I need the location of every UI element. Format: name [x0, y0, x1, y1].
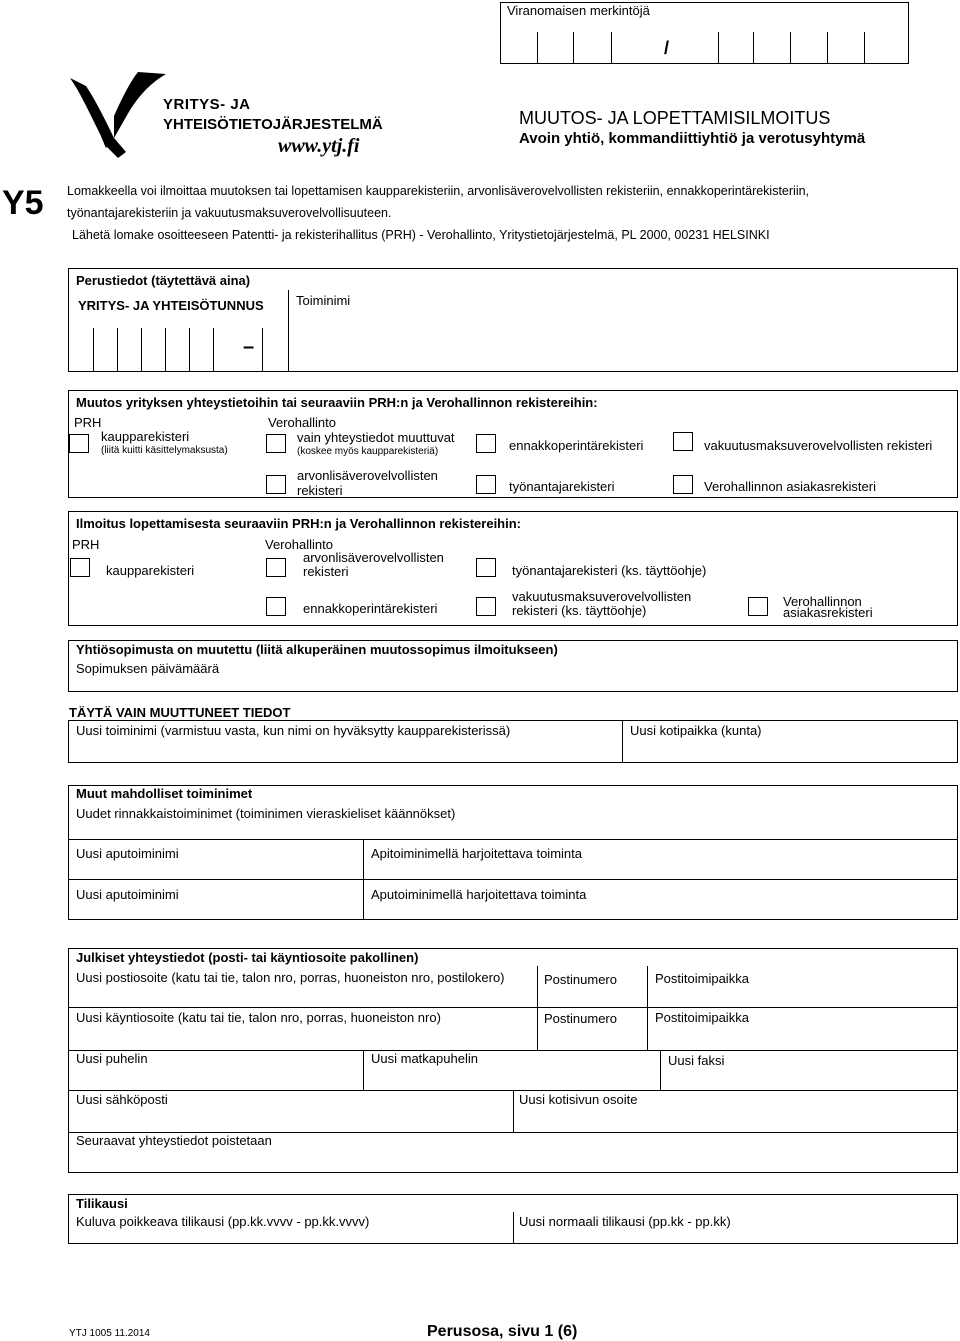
end-alv-label-line1: arvonlisäverovelvollisten: [303, 550, 444, 565]
change-contact-only-checkbox[interactable]: [266, 434, 286, 453]
exceptional-period-label: Kuluva poikkeava tilikausi (pp.kk.vvvv - pp.kk.vvvv): [76, 1214, 370, 1229]
end-vakuutus-checkbox[interactable]: [476, 597, 496, 616]
basic-info-heading: Perustiedot (täytettävä aina): [76, 273, 251, 288]
official-slash: /: [664, 38, 670, 58]
ytj-logo-mark: [68, 72, 168, 162]
change-asiakas-checkbox[interactable]: [673, 475, 693, 494]
official-divider: [537, 32, 538, 64]
business-id-label: YRITYS- JA YHTEISÖTUNNUS: [78, 298, 264, 313]
removed-contacts-label: Seuraavat yhteystiedot poistetaan: [76, 1133, 272, 1148]
change-asiakas-label: Verohallinnon asiakasrekisteri: [704, 479, 876, 494]
email-label: Uusi sähköposti: [76, 1092, 168, 1107]
end-ennakko-label: ennakkoperintärekisteri: [303, 601, 438, 616]
id-digit-divider: [117, 328, 118, 372]
intro-address: Lähetä lomake osoitteeseen Patentti- ja rekisterihallitus (PRH) - Verohallinto, Yritystietojärjestelmä, PL 2000, 00231 HELSINKI: [72, 228, 770, 242]
business-id-input[interactable]: [69, 328, 288, 372]
contact-heading: Julkiset yhteystiedot (posti- tai käyntiosoite pakollinen): [76, 950, 419, 965]
company-name-input[interactable]: [289, 310, 957, 371]
fax-label: Uusi faksi: [668, 1053, 725, 1068]
logo-line1: YRITYS- JA: [163, 96, 251, 113]
end-alv-checkbox[interactable]: [266, 558, 286, 577]
website-label: Uusi kotisivun osoite: [519, 1092, 638, 1107]
end-tyonantaja-checkbox[interactable]: [476, 558, 496, 577]
id-digit-divider: [141, 328, 142, 372]
id-digit-divider: [262, 328, 263, 372]
parallel-names-label: Uudet rinnakkaistoiminimet (toiminimen vieraskieliset käännökset): [76, 806, 456, 821]
id-digit-divider: [213, 328, 214, 372]
postal-code-label: Postinumero: [544, 972, 617, 987]
aux-name-2-label: Uusi aputoiminimi: [76, 887, 179, 902]
end-vakuutus-label-line1: vakuutusmaksuverovelvollisten: [512, 589, 692, 604]
change-ennakko-label: ennakkoperintärekisteri: [509, 438, 644, 453]
visit-address-label: Uusi käyntiosoite (katu tai tie, talon nro, porras, huoneiston nro): [76, 1010, 441, 1025]
changes-prh-label: PRH: [74, 415, 102, 430]
id-digit-divider: [189, 328, 190, 372]
logo-line2: YHTEISÖTIETOJÄRJESTELMÄ: [163, 116, 383, 133]
change-vakuutus-label: vakuutusmaksuverovelvollisten rekisteri: [704, 438, 933, 453]
intro-line1: Lomakkeella voi ilmoittaa muutoksen tai lopettamisen kaupparekisteriin, arvonlisäverovelvollisten rekisteriin, ennakkoperintärekisteriin,: [67, 184, 810, 198]
postal-city-label: Postitoimipaikka: [655, 971, 749, 986]
change-contact-only-note: (koskee myös kaupparekisteriä): [297, 446, 439, 457]
intro-line2: työnantajarekisteriin ja vakuutusmaksuverovelvollisuuteen.: [67, 206, 392, 220]
end-asiakas-label-line1: Verohallinnon: [783, 594, 862, 609]
aux-activity-2-label: Aputoiminimellä harjoitettava toiminta: [371, 887, 587, 902]
logo-url: www.ytj.fi: [278, 135, 360, 157]
id-digit-divider: [165, 328, 166, 372]
footer-code: YTJ 1005 11.2014: [69, 1328, 150, 1339]
change-contact-only-label: vain yhteystiedot muuttuvat: [297, 430, 455, 445]
end-kaupparekisteri-label: kaupparekisteri: [106, 563, 195, 578]
phone-label: Uusi puhelin: [76, 1051, 148, 1066]
aux-name-1-label: Uusi aputoiminimi: [76, 846, 179, 861]
official-divider: [827, 32, 828, 64]
official-divider: [753, 32, 754, 64]
termination-vero-label: Verohallinto: [265, 537, 333, 552]
end-kaupparekisteri-checkbox[interactable]: [70, 558, 90, 577]
normal-period-label: Uusi normaali tilikausi (pp.kk - pp.kk): [519, 1214, 731, 1229]
end-asiakas-label-line2: asiakasrekisteri: [783, 605, 873, 620]
aux-activity-1-label: Apitoiminimellä harjoitettava toiminta: [371, 846, 582, 861]
changes-vero-label: Verohallinto: [268, 415, 336, 430]
business-id-dash: –: [243, 336, 255, 358]
postal-address-label: Uusi postiosoite (katu tai tie, talon nro, porras, huoneiston nro, postilokero): [76, 970, 505, 985]
official-divider: [718, 32, 719, 64]
visit-code-label: Postinumero: [544, 1011, 617, 1026]
official-divider: [573, 32, 574, 64]
end-alv-label-line2: rekisteri: [303, 564, 349, 579]
end-asiakas-checkbox[interactable]: [748, 597, 768, 616]
change-alv-checkbox[interactable]: [266, 475, 286, 494]
change-kaupparekisteri-label: kaupparekisteri: [101, 429, 190, 444]
official-markings-label: Viranomaisen merkintöjä: [507, 3, 650, 18]
end-ennakko-checkbox[interactable]: [266, 597, 286, 616]
id-digit-divider: [93, 328, 94, 372]
official-divider: [864, 32, 865, 64]
company-name-label: Toiminimi: [296, 293, 351, 308]
new-name-label: Uusi toiminimi (varmistuu vasta, kun nimi on hyväksytty kaupparekisterissä): [76, 723, 511, 738]
form-code: Y5: [2, 184, 44, 222]
termination-heading: Ilmoitus lopettamisesta seuraaviin PRH:n ja Verohallinnon rekistereihin:: [76, 516, 522, 531]
change-tyonantaja-label: työnantajarekisteri: [509, 479, 615, 494]
agreement-heading: Yhtiösopimusta on muutettu (liitä alkuperäinen muutossopimus ilmoitukseen): [76, 642, 558, 657]
change-kaupparekisteri-checkbox[interactable]: [69, 434, 89, 453]
change-vakuutus-checkbox[interactable]: [673, 432, 693, 451]
end-tyonantaja-label: työnantajarekisteri (ks. täyttöohje): [512, 563, 707, 578]
visit-city-label: Postitoimipaikka: [655, 1010, 749, 1025]
form-subtitle: Avoin yhtiö, kommandiittiyhtiö ja verotusyhtymä: [519, 130, 866, 147]
official-divider: [611, 32, 612, 64]
form-title: MUUTOS- JA LOPETTAMISILMOITUS: [519, 108, 831, 128]
change-alv-label-line2: rekisteri: [297, 483, 343, 498]
end-vakuutus-label-line2: rekisteri (ks. täyttöohje): [512, 603, 647, 618]
change-tyonantaja-checkbox[interactable]: [476, 475, 496, 494]
other-names-heading: Muut mahdolliset toiminimet: [76, 786, 253, 801]
fiscal-heading: Tilikausi: [76, 1196, 128, 1211]
termination-prh-label: PRH: [72, 537, 100, 552]
official-divider: [790, 32, 791, 64]
new-domicile-label: Uusi kotipaikka (kunta): [630, 723, 762, 738]
changes-heading: Muutos yrityksen yhteystietoihin tai seuraaviin PRH:n ja Verohallinnon rekistereihin:: [76, 395, 598, 410]
agreement-date-label: Sopimuksen päivämäärä: [76, 661, 220, 676]
changed-heading: TÄYTÄ VAIN MUUTTUNEET TIEDOT: [69, 705, 291, 720]
change-ennakko-checkbox[interactable]: [476, 434, 496, 453]
change-kaupparekisteri-note: (liitä kuitti käsittelymaksusta): [101, 445, 228, 456]
mobile-label: Uusi matkapuhelin: [371, 1051, 478, 1066]
change-alv-label-line1: arvonlisäverovelvollisten: [297, 468, 438, 483]
footer-page: Perusosa, sivu 1 (6): [427, 1323, 578, 1340]
